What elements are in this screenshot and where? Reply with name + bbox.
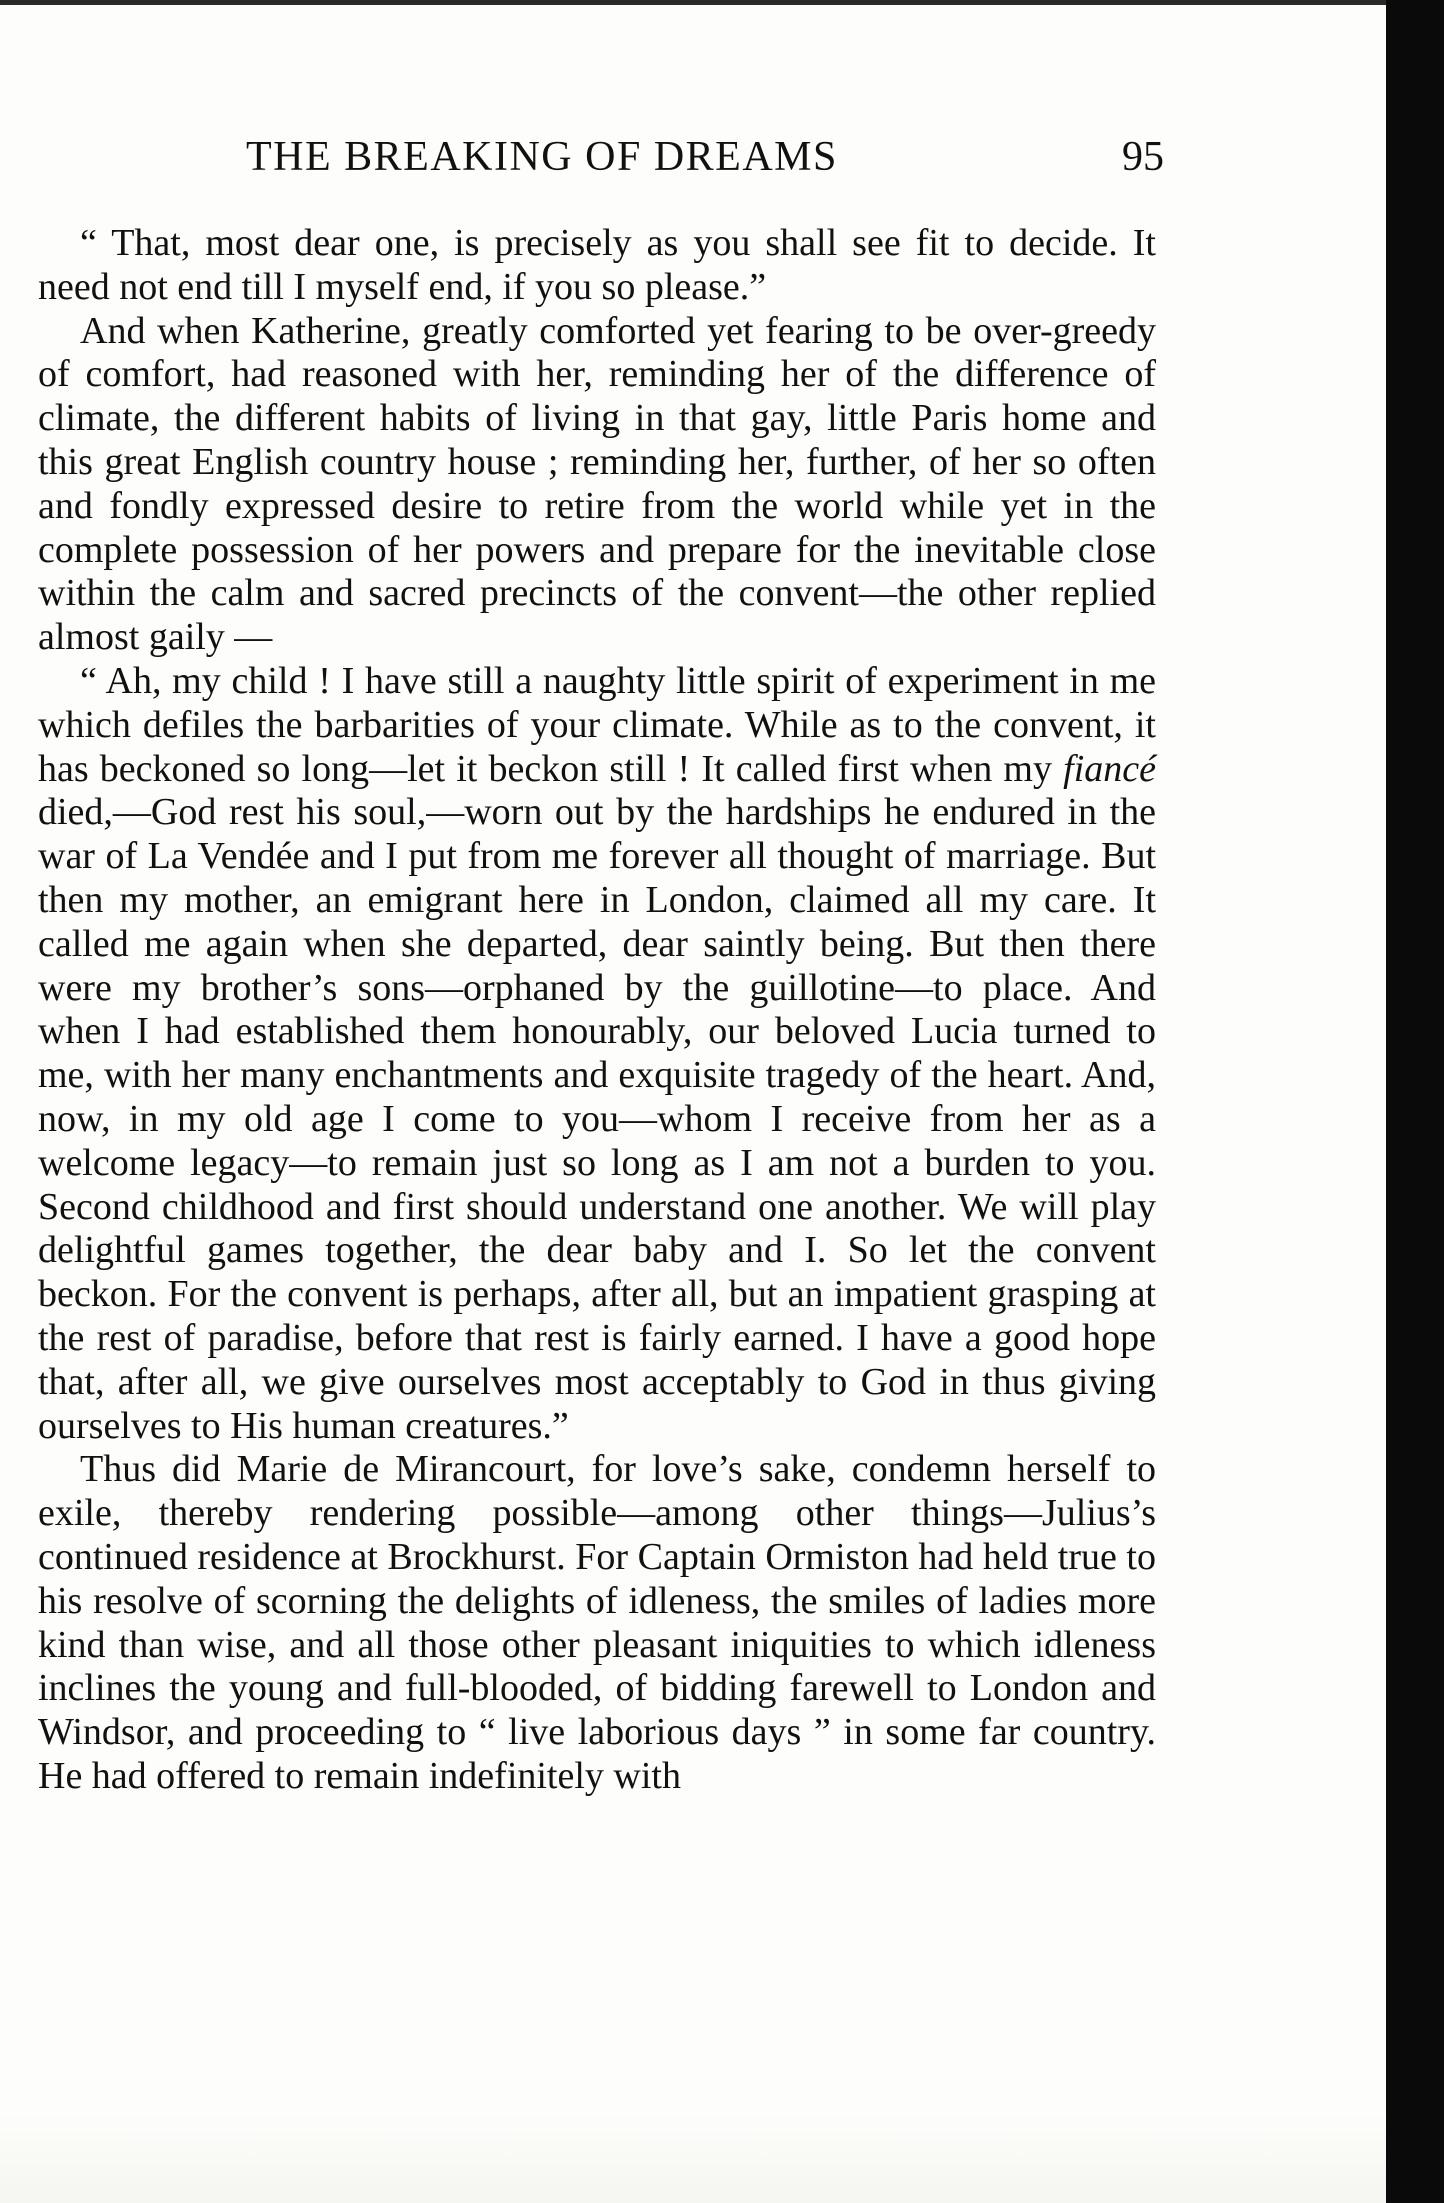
body-text [38,222,1156,1799]
page-top-edge [0,0,1386,5]
scan-dark-edge [1386,0,1444,2203]
paragraph-2: And when Katherine, greatly comforted yet fearing to be over-greedy of comfort, had reasoned with her, reminding her of the difference of climate, the different habits of living in that gay, little Paris home and this great English country house ; reminding her, further, of her so often and fondly expressed desire to retire from the world while yet in the complete possession of her powers and prepare for the inevitable close within the calm and sacred precincts of the convent—the other replied almost gaily — [38,309,1156,659]
page-header [50,132,1164,182]
running-title: THE BREAKING OF DREAMS [246,134,838,180]
paragraph-4: Thus did Marie de Mirancourt, for love’s sake, condemn herself to exile, thereby rendering possible—among other things—Julius’s continued residence at Brockhurst. For Captain Ormiston had held true to his resolve of scorning the delights of idleness, the smiles of ladies more kind than wise, and all those other pleasant iniquities to which idleness inclines the young and full-blooded, of bidding farewell to London and Windsor, and proceeding to “ live laborious days ” in some far country. He had offered to remain indefinitely with [38,1448,1156,1797]
italic-word: fiancé [1063,747,1156,790]
page-bottom-shade [0,2113,1386,2203]
paragraph-3: “ Ah, my child ! I have still a naughty little spirit of experiment in me which defiles the barbarities of your climate. While as to the convent, it has beckoned so long—let it beckon still ! It called first when my fiancé died,—God rest his soul,—worn out by the hardships he endured in the war of La Vendée and I put from me forever all thought of marriage. But then my mother, an emigrant here in London, claimed all my care. It called me again when she departed, dear saintly being. But then there were my brother’s sons—orphaned by the guillotine—to place. And when I had established them honourably, our beloved Lucia turned to me, with her many enchantments and exquisite tragedy of the heart. And, now, in my old age I come to you—whom I receive from her as a welcome legacy—to remain just so long as I am not a burden to you. Second childhood and first should understand one another. We will play delightful games together, the dear baby and I. So let the convent beckon. For the convent is perhaps, after all, but an impatient grasping at the rest of paradise, before that rest is fairly earned. I have a good hope that, after all, we give ourselves most acceptably to God in thus giving ourselves to His human creatures.” [38,659,1156,1447]
paragraph-1: “ That, most dear one, is precisely as you shall see fit to decide. It need not end till I myself end, if you so please.” [38,222,1156,308]
page-number: 95 [1122,134,1164,180]
